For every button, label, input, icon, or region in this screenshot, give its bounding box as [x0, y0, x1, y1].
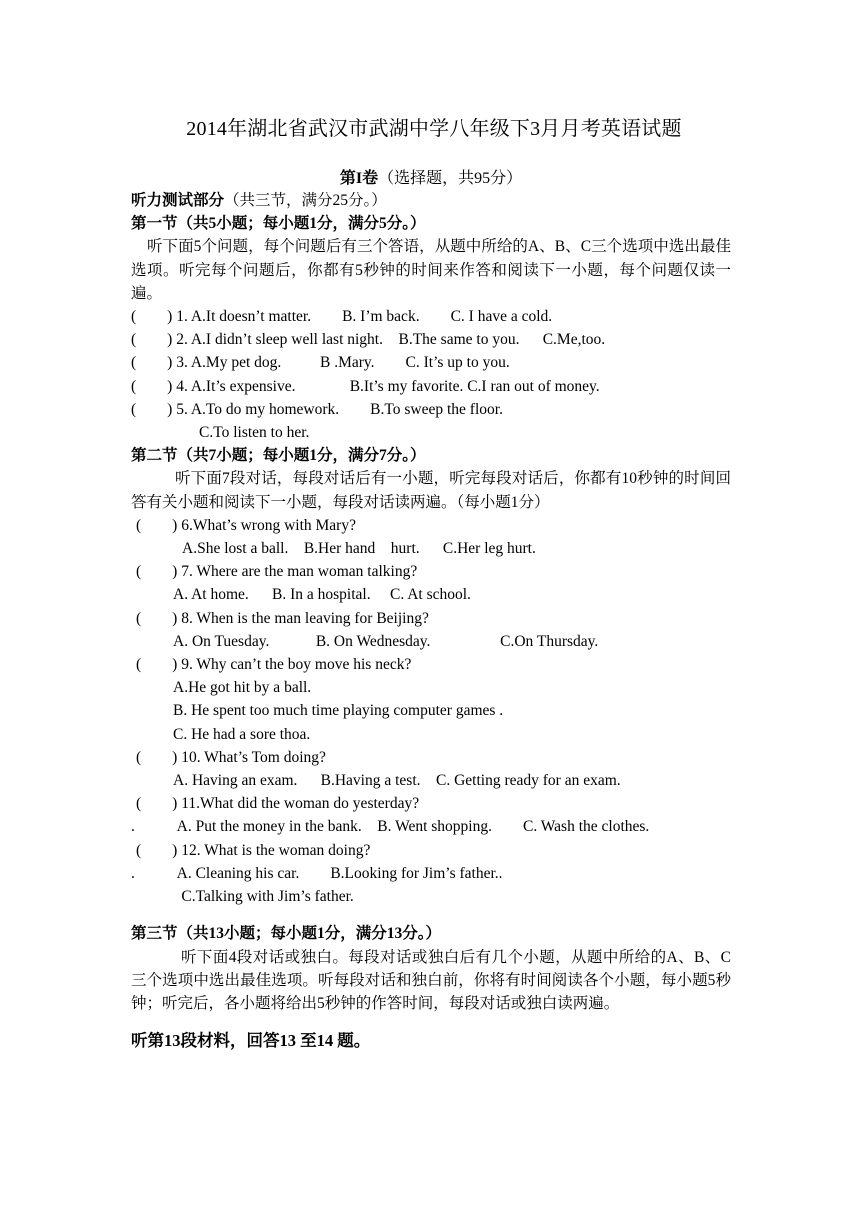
question-8-options: A. On Tuesday. B. On Wednesday. C.On Thursday.	[173, 632, 599, 650]
question-6-options: A.She lost a ball. B.Her hand hurt. C.Her leg hurt.	[182, 540, 536, 558]
question-9-option-b: B. He spent too much time playing computer games .	[173, 702, 504, 720]
question-2: ( ) 2. A.I didn’t sleep well last night. B.The same to you. C.Me,too.	[131, 331, 606, 349]
question-10: ( ) 10. What’s Tom doing?	[136, 748, 326, 766]
section3-instruction: 听下面4段对话或独白。每段对话或独白后有几个小题，从题中所给的A、B、C三个选项中选出最佳选项。听每段对话和独白前，你将有时间阅读各个小题，每小题5秒钟；听完后，各小题将给出5秒钟的作答时间，每段对话或独白读两遍。	[131, 948, 731, 1012]
material-13-heading: 听第13段材料，回答13 至14 题。	[131, 1031, 371, 1051]
question-12-option-c: C.Talking with Jim’s father.	[131, 888, 354, 906]
question-11-options: . A. Put the money in the bank. B. Went shopping. C. Wash the clothes.	[131, 818, 650, 836]
volume-heading	[131, 165, 731, 188]
question-5-option-c: C.To listen to her.	[199, 424, 310, 442]
question-11: ( ) 11.What did the woman do yesterday?	[136, 795, 420, 813]
section2-instruction: 听下面7段对话，每段对话后有一小题，听完每段对话后，你都有10秒钟的时间回答有关小题和阅读下一小题，每段对话读两遍。（每小题1分）	[131, 470, 731, 511]
question-10-options: A. Having an exam. B.Having a test. C. Getting ready for an exam.	[173, 772, 621, 790]
volume-label: 第I卷	[339, 170, 379, 187]
volume-info: （选择题，共95分）	[378, 170, 523, 187]
listening-label: 听力测试部分	[131, 192, 225, 209]
question-1: ( ) 1. A.It doesn’t matter. B. I’m back. C. I have a cold.	[131, 308, 553, 326]
question-7-options: A. At home. B. In a hospital. C. At school.	[173, 586, 471, 604]
section3-heading: 第三节（共13小题；每小题1分，满分13分。）	[131, 925, 442, 943]
question-9-option-c: C. He had a sore thoa.	[173, 725, 311, 743]
question-7: ( ) 7. Where are the man woman talking?	[136, 563, 418, 581]
question-4: ( ) 4. A.It’s expensive. B.It’s my favorite. C.I ran out of money.	[131, 377, 600, 395]
question-9: ( ) 9. Why can’t the boy move his neck?	[136, 656, 412, 674]
question-3: ( ) 3. A.My pet dog. B .Mary. C. It’s up to you.	[131, 354, 510, 372]
question-12: ( ) 12. What is the woman doing?	[136, 841, 371, 859]
listening-heading	[131, 189, 731, 212]
question-6: ( ) 6.What’s wrong with Mary?	[136, 516, 356, 534]
page-title: 2014年湖北省武汉市武湖中学八年级下3月月考英语试题	[186, 118, 682, 140]
exam-page	[131, 112, 731, 1053]
question-8: ( ) 8. When is the man leaving for Beijing?	[136, 609, 429, 627]
question-12-options-ab: . A. Cleaning his car. B.Looking for Jim’s father..	[131, 864, 503, 882]
listening-info: （共三节，满分25分。）	[224, 192, 387, 209]
question-9-option-a: A.He got hit by a ball.	[173, 679, 312, 697]
section1-heading: 第一节（共5小题；每小题1分，满分5分。）	[131, 215, 426, 233]
section2-heading: 第二节（共7小题；每小题1分，满分7分。）	[131, 447, 426, 465]
section1-instruction: 听下面5个问题，每个问题后有三个答语，从题中所给的A、B、C三个选项中选出最佳选项。听完每个问题后，你都有5秒钟的时间来作答和阅读下一小题，每个问题仅读一遍。	[131, 238, 731, 302]
question-5: ( ) 5. A.To do my homework. B.To sweep the floor.	[131, 400, 503, 418]
